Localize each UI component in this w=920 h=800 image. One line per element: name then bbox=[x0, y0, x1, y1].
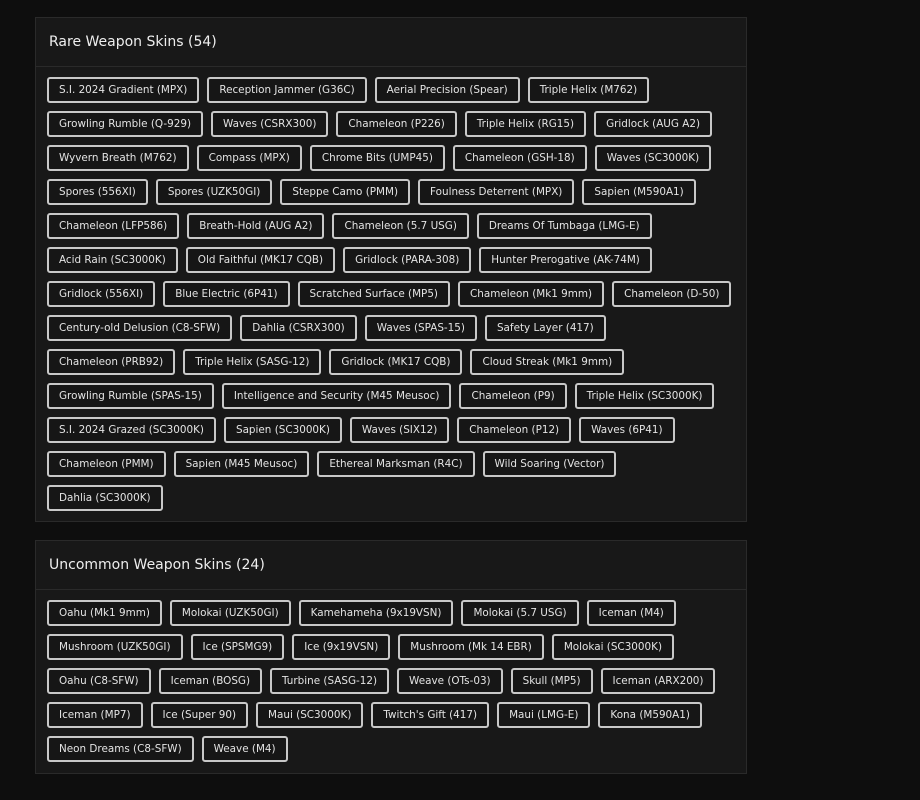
skin-tag[interactable]: Turbine (SASG-12) bbox=[270, 668, 389, 694]
skin-tag[interactable]: Chrome Bits (UMP45) bbox=[310, 145, 445, 171]
skin-tag[interactable]: Iceman (M4) bbox=[587, 600, 676, 626]
skin-tag[interactable]: Safety Layer (417) bbox=[485, 315, 606, 341]
skin-tag[interactable]: Iceman (MP7) bbox=[47, 702, 143, 728]
skin-tag[interactable]: Steppe Camo (PMM) bbox=[280, 179, 410, 205]
skin-tag[interactable]: Dreams Of Tumbaga (LMG-E) bbox=[477, 213, 652, 239]
skin-tag[interactable]: Chameleon (D-50) bbox=[612, 281, 731, 307]
skin-tag[interactable]: Ice (Super 90) bbox=[151, 702, 249, 728]
skin-tag[interactable]: Molokai (5.7 USG) bbox=[461, 600, 578, 626]
skin-tag[interactable]: Mushroom (UZK50GI) bbox=[47, 634, 183, 660]
skin-tag[interactable]: Skull (MP5) bbox=[511, 668, 593, 694]
skin-tag[interactable]: Reception Jammer (G36C) bbox=[207, 77, 366, 103]
skin-tag[interactable]: Ice (SPSMG9) bbox=[191, 634, 285, 660]
skin-tag[interactable]: Triple Helix (M762) bbox=[528, 77, 650, 103]
skin-tag[interactable]: Twitch's Gift (417) bbox=[371, 702, 489, 728]
skin-tag[interactable]: Oahu (C8-SFW) bbox=[47, 668, 151, 694]
skin-tag[interactable]: Ethereal Marksman (R4C) bbox=[317, 451, 474, 477]
skin-tag[interactable]: Chameleon (GSH-18) bbox=[453, 145, 587, 171]
skin-tag[interactable]: Triple Helix (RG15) bbox=[465, 111, 586, 137]
skin-tag[interactable]: Sapien (M590A1) bbox=[582, 179, 695, 205]
skin-tag[interactable]: Neon Dreams (C8-SFW) bbox=[47, 736, 194, 762]
skin-tag[interactable]: Kona (M590A1) bbox=[598, 702, 702, 728]
skin-tag[interactable]: Sapien (M45 Meusoc) bbox=[174, 451, 310, 477]
skin-tag[interactable]: Molokai (SC3000K) bbox=[552, 634, 674, 660]
skin-tag[interactable]: Chameleon (P226) bbox=[336, 111, 456, 137]
skin-tag[interactable]: Mushroom (Mk 14 EBR) bbox=[398, 634, 544, 660]
skin-tag[interactable]: Waves (6P41) bbox=[579, 417, 674, 443]
skin-tag[interactable]: Iceman (BOSG) bbox=[159, 668, 262, 694]
skin-tag[interactable]: Dahlia (SC3000K) bbox=[47, 485, 163, 511]
uncommon-skins-panel bbox=[35, 540, 747, 774]
skin-tag[interactable]: Weave (M4) bbox=[202, 736, 288, 762]
skin-tag[interactable]: Growling Rumble (SPAS-15) bbox=[47, 383, 214, 409]
skin-tag[interactable]: Chameleon (Mk1 9mm) bbox=[458, 281, 604, 307]
skin-tag[interactable]: Oahu (Mk1 9mm) bbox=[47, 600, 162, 626]
skin-tag[interactable]: Gridlock (AUG A2) bbox=[594, 111, 712, 137]
skin-tag[interactable]: Wild Soaring (Vector) bbox=[483, 451, 617, 477]
skin-tag[interactable]: Breath-Hold (AUG A2) bbox=[187, 213, 324, 239]
uncommon-skins-heading: Uncommon Weapon Skins (24) bbox=[36, 541, 746, 590]
skin-tag[interactable]: Ice (9x19VSN) bbox=[292, 634, 390, 660]
skin-tag[interactable]: Chameleon (P12) bbox=[457, 417, 571, 443]
skin-tag[interactable]: Molokai (UZK50GI) bbox=[170, 600, 291, 626]
skin-tag[interactable]: Sapien (SC3000K) bbox=[224, 417, 342, 443]
skin-tag[interactable]: Waves (SIX12) bbox=[350, 417, 449, 443]
rare-skins-list bbox=[36, 67, 746, 511]
skin-tag[interactable]: Acid Rain (SC3000K) bbox=[47, 247, 178, 273]
skin-tag[interactable]: Spores (556XI) bbox=[47, 179, 148, 205]
skin-tag[interactable]: Foulness Deterrent (MPX) bbox=[418, 179, 574, 205]
rare-skins-heading: Rare Weapon Skins (54) bbox=[36, 18, 746, 67]
skin-tag[interactable]: Kamehameha (9x19VSN) bbox=[299, 600, 454, 626]
skin-tag[interactable]: Compass (MPX) bbox=[197, 145, 302, 171]
skin-tag[interactable]: Maui (SC3000K) bbox=[256, 702, 363, 728]
skin-tag[interactable]: Triple Helix (SC3000K) bbox=[575, 383, 715, 409]
skin-tag[interactable]: Growling Rumble (Q-929) bbox=[47, 111, 203, 137]
skin-tag[interactable]: Gridlock (PARA-308) bbox=[343, 247, 471, 273]
skin-tag[interactable]: S.I. 2024 Grazed (SC3000K) bbox=[47, 417, 216, 443]
skin-tag[interactable]: Hunter Prerogative (AK-74M) bbox=[479, 247, 652, 273]
skin-tag[interactable]: Chameleon (PMM) bbox=[47, 451, 166, 477]
skin-tag[interactable]: Century-old Delusion (C8-SFW) bbox=[47, 315, 232, 341]
skin-tag[interactable]: Chameleon (LFP586) bbox=[47, 213, 179, 239]
skin-tag[interactable]: Chameleon (PRB92) bbox=[47, 349, 175, 375]
skin-tag[interactable]: Iceman (ARX200) bbox=[601, 668, 716, 694]
skin-tag[interactable]: Spores (UZK50GI) bbox=[156, 179, 273, 205]
skin-tag[interactable]: Scratched Surface (MP5) bbox=[298, 281, 450, 307]
skin-tag[interactable]: Old Faithful (MK17 CQB) bbox=[186, 247, 335, 273]
skin-tag[interactable]: Cloud Streak (Mk1 9mm) bbox=[470, 349, 624, 375]
skin-tag[interactable]: Blue Electric (6P41) bbox=[163, 281, 289, 307]
skin-tag[interactable]: Maui (LMG-E) bbox=[497, 702, 590, 728]
skin-tag[interactable]: S.I. 2024 Gradient (MPX) bbox=[47, 77, 199, 103]
skin-tag[interactable]: Intelligence and Security (M45 Meusoc) bbox=[222, 383, 452, 409]
skin-tag[interactable]: Chameleon (5.7 USG) bbox=[332, 213, 468, 239]
skin-tag[interactable]: Wyvern Breath (M762) bbox=[47, 145, 189, 171]
skin-tag[interactable]: Chameleon (P9) bbox=[459, 383, 566, 409]
skin-tag[interactable]: Dahlia (CSRX300) bbox=[240, 315, 357, 341]
skin-tag[interactable]: Waves (SC3000K) bbox=[595, 145, 711, 171]
skin-tag[interactable]: Gridlock (556XI) bbox=[47, 281, 155, 307]
uncommon-skins-list bbox=[36, 590, 746, 762]
skin-tag[interactable]: Gridlock (MK17 CQB) bbox=[329, 349, 462, 375]
skin-tag[interactable]: Waves (SPAS-15) bbox=[365, 315, 477, 341]
rare-skins-panel bbox=[35, 17, 747, 522]
skin-tag[interactable]: Weave (OTs-03) bbox=[397, 668, 503, 694]
skin-tag[interactable]: Aerial Precision (Spear) bbox=[375, 77, 520, 103]
skin-tag[interactable]: Waves (CSRX300) bbox=[211, 111, 328, 137]
skin-tag[interactable]: Triple Helix (SASG-12) bbox=[183, 349, 321, 375]
